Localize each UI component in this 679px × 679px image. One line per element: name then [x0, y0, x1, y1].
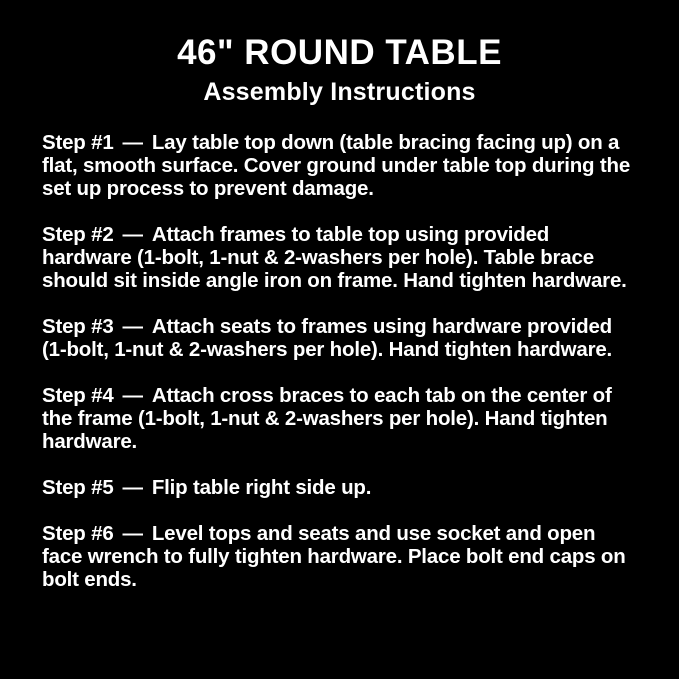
step-3-label: Step #3 [42, 315, 114, 338]
page-subtitle: Assembly Instructions [203, 78, 476, 106]
step-3-text: Attach seats to frames using hardware provided (1-bolt, 1-nut & 2-washers per hole). Hand tighten hardware. [42, 315, 613, 361]
step-2-text: Attach frames to table top using provided hardware (1-bolt, 1-nut & 2-washers per hole). Table brace should sit inside angle iron on frame. Hand tighten hardware. [42, 223, 627, 292]
step-5-label: Step #5 [42, 476, 114, 499]
step-6-label: Step #6 [42, 522, 114, 545]
step-5 [42, 476, 641, 499]
step-2-separator: — [122, 223, 143, 246]
step-6-text: Level tops and seats and use socket and open face wrench to fully tighten hardware. Place bolt end caps on bolt ends. [42, 522, 626, 591]
step-1-label: Step #1 [42, 131, 114, 154]
step-2-label: Step #2 [42, 223, 114, 246]
step-1-separator: — [122, 131, 143, 154]
step-1 [42, 131, 641, 200]
step-4-label: Step #4 [42, 384, 114, 407]
poster-header [0, 0, 679, 107]
page-title: 46" ROUND TABLE [177, 33, 502, 72]
step-4 [42, 384, 641, 453]
step-1-text: Lay table top down (table bracing facing up) on a flat, smooth surface. Cover ground under table top during the set up process to prevent damage. [42, 131, 631, 200]
step-6 [42, 522, 641, 591]
step-4-text: Attach cross braces to each tab on the center of the frame (1-bolt, 1-nut & 2-washers per hole). Hand tighten hardware. [42, 384, 612, 453]
step-3-separator: — [122, 315, 143, 338]
step-2 [42, 223, 641, 292]
step-3 [42, 315, 641, 361]
steps-list [0, 131, 679, 591]
step-6-separator: — [122, 522, 143, 545]
step-5-separator: — [122, 476, 143, 499]
step-4-separator: — [122, 384, 143, 407]
step-5-text: Flip table right side up. [151, 476, 372, 499]
